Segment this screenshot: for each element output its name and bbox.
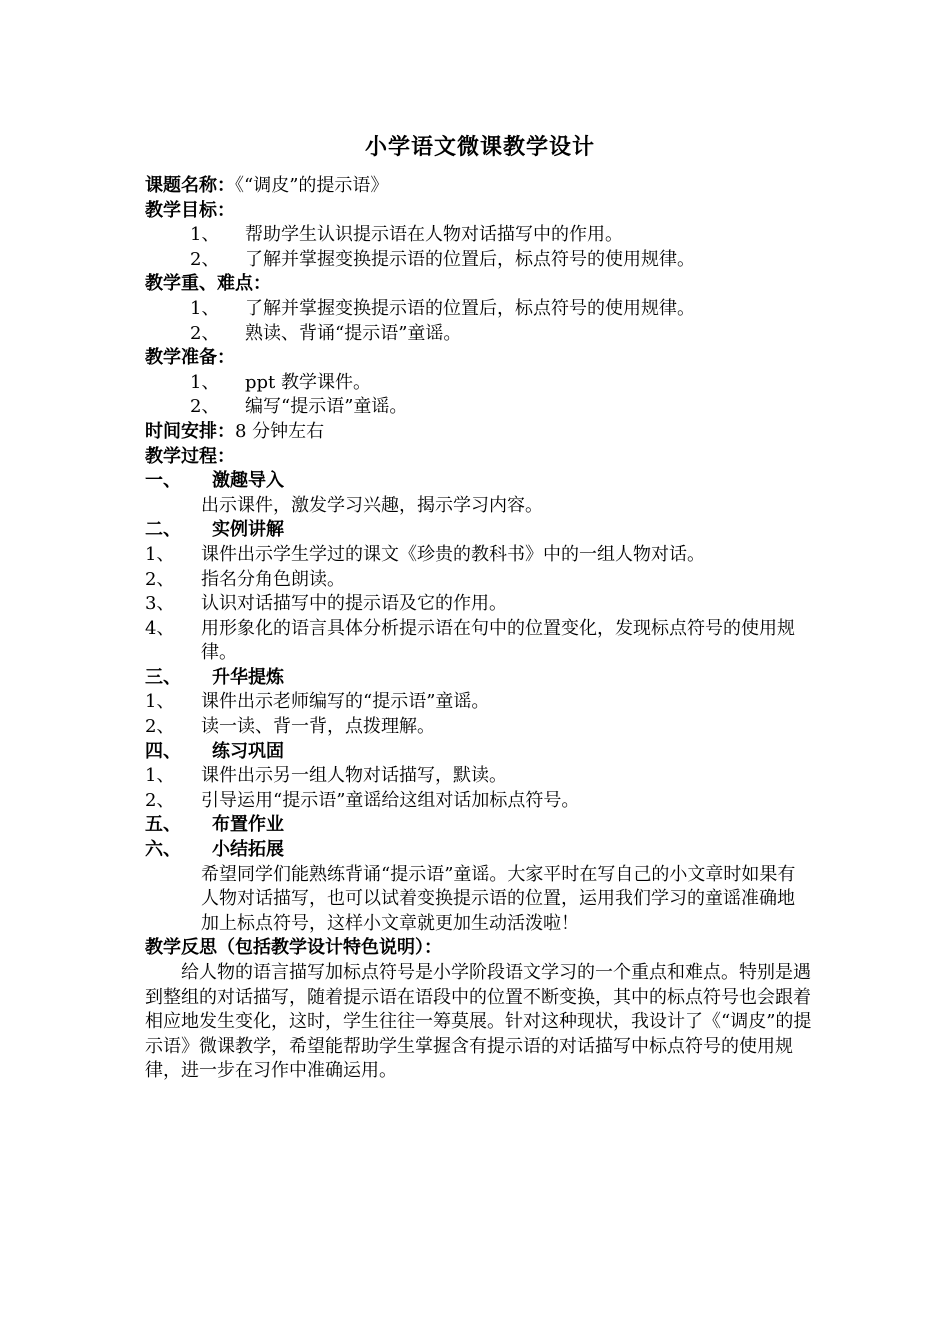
reflection-label: 教学反思（包括教学设计特色说明）： [145,937,442,959]
section-heading [145,838,815,863]
item-number: 1、 [145,765,175,787]
section-number: 四、 [145,740,181,762]
topic-line [145,174,815,199]
item-number: 1、 [145,543,175,565]
section-body: 出示课件，激发学习兴趣，揭示学习内容。 [201,494,543,516]
section-item [145,715,815,740]
key-point-item [145,297,815,322]
preparation-item [145,395,815,420]
key-point-text: 了解并掌握变换提示语的位置后，标点符号的使用规律。 [245,297,695,319]
section-number: 三、 [145,666,181,688]
section-heading [145,740,815,765]
item-number: 2、 [145,789,175,811]
section-item [145,789,815,814]
section-item [145,617,815,666]
item-text: 认识对话描写中的提示语及它的作用。 [201,593,507,615]
section-item [145,592,815,617]
process-label: 教学过程： [145,445,235,467]
item-text: 用形象化的语言具体分析提示语在句中的位置变化，发现标点符号的使用规律。 [201,617,795,664]
time-value: 8 分钟左右 [235,420,325,442]
section-title: 升华提炼 [212,666,284,688]
goal-number: 2、 [190,248,220,270]
section-number: 五、 [145,814,181,836]
time-label: 时间安排： [145,420,235,442]
key-point-text: 熟读、背诵“提示语”童谣。 [245,322,462,344]
item-number: 1、 [145,691,175,713]
section-title: 练习巩固 [212,740,284,762]
section-item [145,568,815,593]
item-number: 2、 [145,568,175,590]
section-number: 一、 [145,470,181,492]
goal-text: 帮助学生认识提示语在人物对话描写中的作用。 [245,224,623,246]
item-text: 课件出示学生学过的课文《珍贵的教科书》中的一组人物对话。 [201,543,705,565]
goal-item [145,248,815,273]
document-title: 小学语文微课教学设计 [364,135,595,160]
section-item [145,543,815,568]
item-text: 指名分角色朗读。 [201,568,345,590]
section-item [145,764,815,789]
section-heading [145,469,815,494]
item-number: 4、 [145,617,175,639]
item-number: 2、 [145,716,175,738]
item-text: 课件出示老师编写的“提示语”童谣。 [201,691,490,713]
key-points-label: 教学重、难点： [145,273,271,295]
section-body: 希望同学们能熟练背诵“提示语”童谣。大家平时在写自己的小文章时如果有人物对话描写，也可以试着变换提示语的位置，运用我们学习的童谣准确地加上标点符号，这样小文章就更加生动活泼啦！ [201,863,796,934]
section-number: 六、 [145,839,181,861]
preparation-text: ppt 教学课件。 [245,371,371,393]
section-title: 激趣导入 [212,470,284,492]
preparation-label: 教学准备： [145,347,235,369]
section-heading [145,518,815,543]
item-text: 课件出示另一组人物对话描写，默读。 [201,765,507,787]
item-text: 读一读、背一背，点拨理解。 [201,716,435,738]
preparation-number: 2、 [190,396,220,418]
topic-label: 课题名称： [145,175,235,196]
reflection-text: 给人物的语言描写加标点符号是小学阶段语文学习的一个重点和难点。特别是遇到整组的对话描写，随着提示语在语段中的位置不断变换，其中的标点符号也会跟着相应地发生变化，这时，学生往往一筹莫展。针对这种现状，我设计了《“调皮”的提示语》微课教学，希望能帮助学生掌握含有提示语的对话描写中标点符号的使用规律，进一步在习作中准确运用。 [145,962,812,1082]
section-title: 小结拓展 [212,839,284,861]
preparation-number: 1、 [190,371,220,393]
time-line [145,420,815,445]
section-title: 实例讲解 [212,519,284,541]
document-page [145,130,815,1084]
item-text: 引导运用“提示语”童谣给这组对话加标点符号。 [201,789,580,811]
section-title: 布置作业 [212,814,284,836]
item-number: 3、 [145,593,175,615]
topic-value: 《“调皮”的提示语》 [235,175,389,196]
goal-item [145,223,815,248]
section-heading [145,666,815,691]
goal-text: 了解并掌握变换提示语的位置后，标点符号的使用规律。 [245,248,695,270]
section-number: 二、 [145,519,181,541]
section-item [145,690,815,715]
preparation-item [145,371,815,396]
preparation-text: 编写“提示语”童谣。 [245,396,408,418]
key-point-number: 2、 [190,322,220,344]
goal-number: 1、 [190,224,220,246]
goals-label: 教学目标： [145,199,235,221]
key-point-number: 1、 [190,297,220,319]
section-heading [145,813,815,838]
key-point-item [145,322,815,347]
